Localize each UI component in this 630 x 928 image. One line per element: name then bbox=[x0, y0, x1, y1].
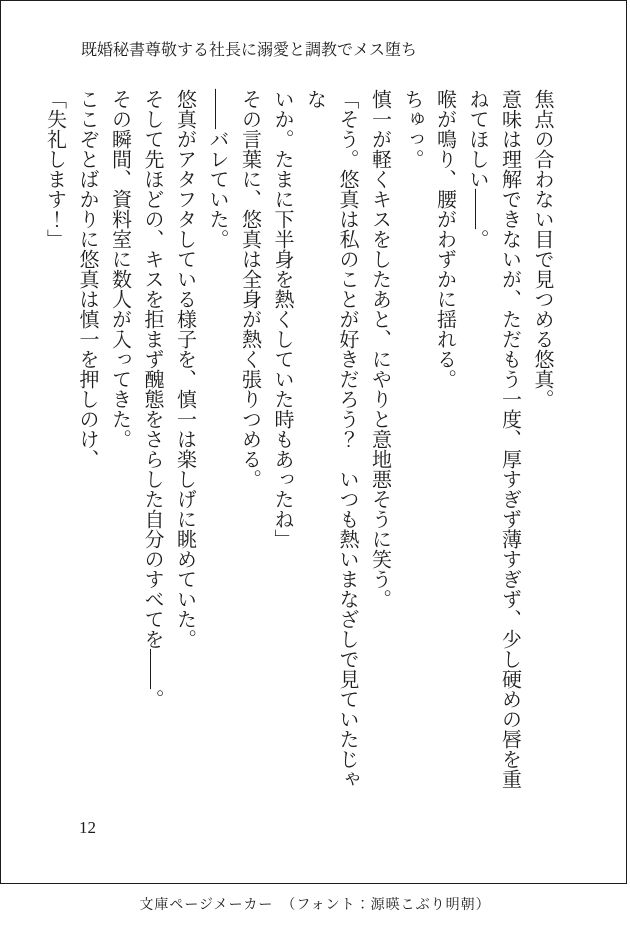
text-line: 「失礼します！」 bbox=[43, 89, 66, 249]
text-line: その瞬間、資料室に数人が入ってきた。 bbox=[108, 89, 131, 449]
text-line: いか。たまに下半身を熱くしていた時もあったね」 bbox=[271, 89, 293, 549]
text-line: ねてほしい――。 bbox=[466, 89, 488, 249]
text-line: ――バレていた。 bbox=[206, 89, 228, 249]
chapter-title: 既婚秘書尊敬する社長に溺愛と調教でメス堕ち bbox=[81, 42, 418, 59]
page-number: 12 bbox=[79, 818, 96, 837]
generator-caption: 文庫ページメーカー （フォント：源暎こぶり明朝） bbox=[139, 898, 491, 913]
text-line: ちゅっ。 bbox=[401, 89, 423, 169]
text-line: 喉が鳴り、腰がわずかに揺れる。 bbox=[433, 89, 456, 389]
text-line: 意味は理解できないが、ただもう一度、厚すぎず薄すぎず、少し硬めの唇を重 bbox=[498, 89, 521, 789]
text-line: 悠真がアタフタしている様子を、慎一は楽しげに眺めていた。 bbox=[173, 89, 196, 649]
text-line: 「そう。悠真は私のことが好きだろう？ いつも熱いまなざしで見ていたじゃな bbox=[303, 89, 358, 789]
text-line: その言葉に、悠真は全身が熱く張りつめる。 bbox=[238, 89, 261, 489]
text-line: 慎一が軽くキスをしたあと、にやりと意地悪そうに笑う。 bbox=[368, 89, 391, 609]
text-line: そして先ほどの、キスを拒まず醜態をさらした自分のすべてを――。 bbox=[141, 89, 163, 709]
body-text bbox=[38, 89, 558, 801]
text-line: ここぞとばかりに悠真は慎一を押しのけ、 bbox=[76, 89, 98, 469]
text-line: 焦点の合わない目で見つめる悠真。 bbox=[531, 89, 553, 409]
